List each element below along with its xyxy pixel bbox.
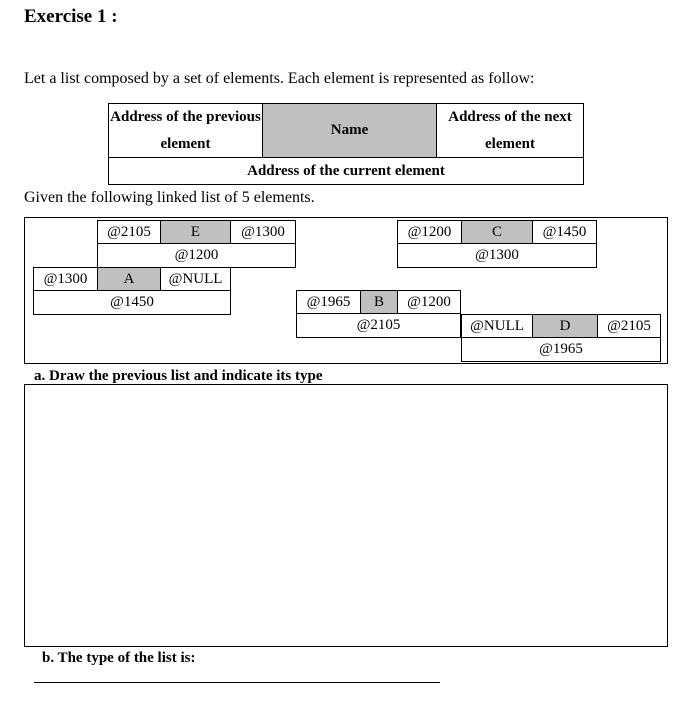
- node-d-next: @2105: [597, 314, 661, 338]
- node-e-next: @1300: [230, 220, 296, 244]
- node-c-address: @1300: [397, 244, 597, 268]
- intro-text: Let a list composed by a set of elements. Each element is represented as follow:: [24, 70, 535, 87]
- node-b-name: B: [360, 290, 398, 314]
- node-e-prev: @2105: [97, 220, 161, 244]
- node-a-prev: @1300: [33, 267, 98, 291]
- node-d-name: D: [532, 314, 598, 338]
- question-a: a. Draw the previous list and indicate its type: [34, 368, 323, 384]
- legend-next-address: Address of the next element: [437, 104, 583, 158]
- node-e-name: E: [160, 220, 231, 244]
- node-b-address: @2105: [296, 314, 461, 338]
- question-b: b. The type of the list is:: [42, 650, 196, 666]
- given-text: Given the following linked list of 5 elements.: [24, 189, 315, 206]
- element-legend-table: [108, 103, 584, 185]
- node-a-next: @NULL: [160, 267, 231, 291]
- node-d-address: @1965: [461, 338, 661, 362]
- legend-name: Name: [263, 104, 437, 158]
- node-e-address: @1200: [97, 244, 296, 268]
- node-d-prev: @NULL: [461, 314, 533, 338]
- node-c-next: @1450: [532, 220, 597, 244]
- legend-previous-address: Address of the previous element: [109, 104, 263, 158]
- legend-current-address: Address of the current element: [247, 162, 445, 179]
- answer-drawing-area[interactable]: [24, 384, 668, 647]
- node-b-next: @1200: [397, 290, 461, 314]
- node-c-prev: @1200: [397, 220, 462, 244]
- node-a-address: @1450: [33, 291, 231, 315]
- node-b-prev: @1965: [296, 290, 361, 314]
- exercise-title: Exercise 1 :: [24, 6, 118, 27]
- node-c-name: C: [461, 220, 533, 244]
- node-a-name: A: [97, 267, 161, 291]
- answer-line[interactable]: [34, 682, 440, 683]
